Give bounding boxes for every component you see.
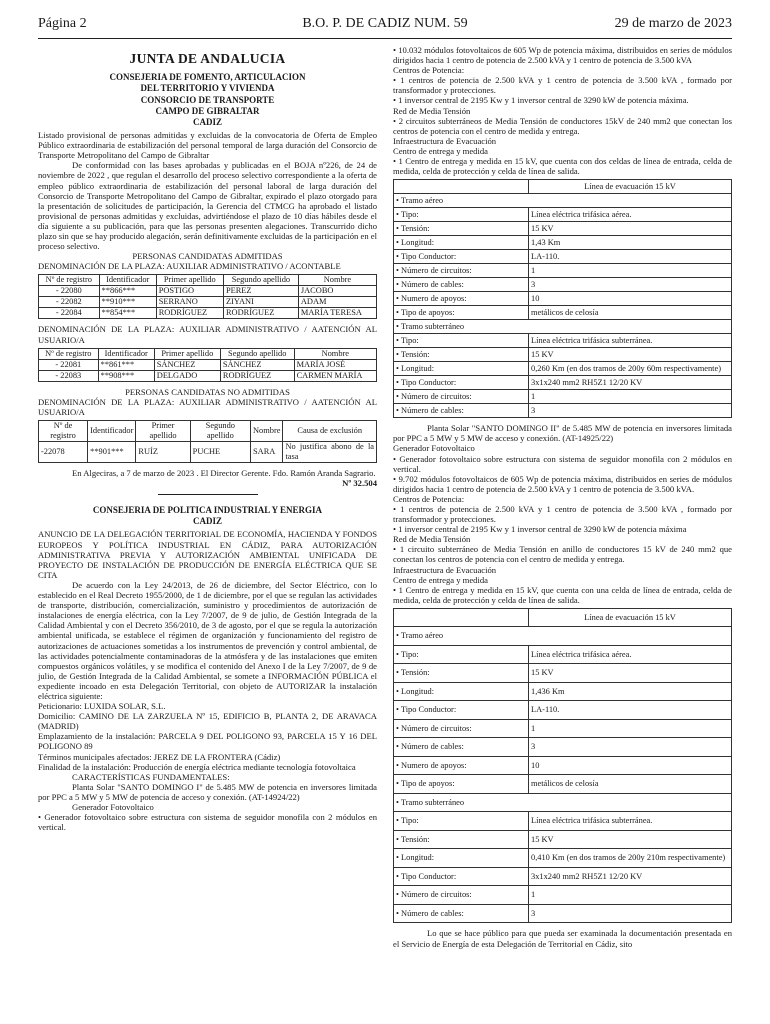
col-header: Primer apellido xyxy=(154,348,220,359)
cell: **854*** xyxy=(99,308,156,319)
table-row xyxy=(39,441,377,462)
col-header: Nº de registro xyxy=(39,420,88,441)
table-row xyxy=(394,719,732,738)
section-row: • Tramo aéreo xyxy=(394,194,732,208)
org-line: CONSEJERIA DE POLITICA INDUSTRIAL Y ENERGIA xyxy=(92,505,323,516)
section-row: • Tramo aéreo xyxy=(394,627,732,646)
cell-key: • Número de circuitos: xyxy=(394,719,529,738)
cell-key: • Numero de apoyos: xyxy=(394,292,529,306)
not-admitted-title: PERSONAS CANDIDATAS NO ADMITIDAS xyxy=(125,386,290,397)
reference-number: Nº 32.504 xyxy=(342,477,377,488)
cell: CARMEN MARÍA xyxy=(294,370,376,381)
cell-value: 10 xyxy=(529,756,732,775)
plant-description: Planta Solar "SANTO DOMINGO I" de 5.485 MW de potencia en inversores limitada por PPC a 5 MW y 5 MW de potencia de acceso y conexión. (AT-14924/22) xyxy=(38,781,377,802)
cell-key: • Tipo: xyxy=(394,208,529,222)
cell-key: • Longitud: xyxy=(394,682,529,701)
cell-key: • Numero de apoyos: xyxy=(394,756,529,775)
cell-key: • Tensión: xyxy=(394,222,529,236)
cell: RODRÍGUEZ xyxy=(156,308,223,319)
bullet-item: • 1 centros de potencia de 2.500 kVA y 1 centro de potencia de 3.500 kVA , formado por transformador y protecciones. xyxy=(393,503,732,525)
cell: SERRANO xyxy=(156,297,223,308)
cell: PEREZ xyxy=(223,286,298,297)
closing-paragraph: Lo que se hace público para que pueda ser examinada la documentación presentada en el Servicio de Energía de esta Delegación de Territorial en Cádiz, sito xyxy=(393,928,732,949)
applicant: Peticionario: LUXIDA SOLAR, S.L. xyxy=(38,701,166,712)
cell-value: 3 xyxy=(529,904,732,923)
cell-value: Línea eléctrica trifásica subterránea. xyxy=(529,812,732,831)
table-row xyxy=(394,250,732,264)
subheading: Centro de entrega y medida xyxy=(393,574,488,585)
cell-value: 1,436 Km xyxy=(529,682,732,701)
excluded-table xyxy=(38,420,377,463)
cell: RODRÍGUEZ xyxy=(223,308,298,319)
cell: No justifica abono de la tasa xyxy=(283,441,377,462)
cell: SÁNCHEZ xyxy=(154,359,220,370)
table-row xyxy=(394,849,732,868)
evacuation-line-table-1 xyxy=(393,179,732,418)
cell-key: • Tipo Conductor: xyxy=(394,250,529,264)
bullet-item: • 2 circuitos subterráneos de Media Tensión de conductores 15kV de 240 mm2 que conectan los centros de potencia con el centro de medida y entrega. xyxy=(393,115,732,136)
position-name: DENOMINACIÓN DE LA PLAZA: AUXILIAR ADMINISTRATIVO / AATENCIÓN AL USUARIO/A xyxy=(38,324,377,345)
section-title: JUNTA DE ANDALUCIA xyxy=(129,51,286,66)
cell-key: • Tipo: xyxy=(394,812,529,831)
table-row xyxy=(394,278,732,292)
admitted-table-attention xyxy=(38,348,377,382)
table-row xyxy=(394,682,732,701)
cell: SARA xyxy=(251,441,283,462)
address: Domicilio: CAMINO DE LA ZARZUELA Nº 15, EDIFICIO B, PLANTA 2, DE ARAVACA (MADRID) xyxy=(38,711,377,732)
col-header: Segundo apellido xyxy=(220,348,294,359)
admitted-title: PERSONAS CANDIDATAS ADMITIDAS xyxy=(132,251,283,262)
table-row xyxy=(394,664,732,683)
table-row xyxy=(394,390,732,404)
cell: **910*** xyxy=(99,297,156,308)
col-header: Identificador xyxy=(98,348,154,359)
municipality: Términos municipales afectados: JEREZ DE LA FRONTERA (Cádiz) xyxy=(38,751,281,762)
cell-key: • Tipo de apoyos: xyxy=(394,775,529,794)
section-row: • Tramo subterráneo xyxy=(394,793,732,812)
right-column xyxy=(393,45,732,949)
org-line: CAMPO DE GIBRALTAR xyxy=(155,105,260,116)
page-header xyxy=(38,10,732,39)
signature: En Algeciras, a 7 de marzo de 2023 . El Director Gerente. Fdo. Ramón Aranda Sagrario. xyxy=(72,467,376,478)
notice-summary: Listado provisional de personas admitidas y excluidas de la convocatoria de Oferta de Empleo Público extraordinaria de estabilización del personal temporal de larga duración del Consorcio de Transporte Metropolitano del Campo de Gibraltar xyxy=(38,130,377,161)
table-row xyxy=(394,208,732,222)
cell: - 22082 xyxy=(39,297,100,308)
cell-value: metálicos de celosía xyxy=(529,775,732,794)
col-header: Nº de registro xyxy=(39,348,99,359)
table-row xyxy=(394,886,732,905)
cell-key: • Tipo Conductor: xyxy=(394,376,529,390)
publication-date: 29 de marzo de 2023 xyxy=(614,16,732,31)
cell: - 22081 xyxy=(39,359,99,370)
cell: RUÍZ xyxy=(136,441,190,462)
cell-key: • Tipo: xyxy=(394,645,529,664)
subheading: Centros de Potencia: xyxy=(393,65,465,76)
cell-value: Línea eléctrica trifásica aérea. xyxy=(529,645,732,664)
position-name: DENOMINACIÓN DE LA PLAZA: AUXILIAR ADMINISTRATIVO / AATENCIÓN AL USUARIO/A xyxy=(38,396,377,417)
table-row xyxy=(394,756,732,775)
cell-value: metálicos de celosía xyxy=(529,306,732,320)
table-row xyxy=(394,404,732,418)
cell-key: • Número de cables: xyxy=(394,278,529,292)
cell-value: 3 xyxy=(529,738,732,757)
cell-key: • Tipo Conductor: xyxy=(394,867,529,886)
col-header: Nombre xyxy=(294,348,376,359)
table-row xyxy=(394,812,732,831)
cell-value: 3 xyxy=(529,278,732,292)
cell-key: • Número de cables: xyxy=(394,404,529,418)
table-title: Línea de evacuación 15 kV xyxy=(529,180,732,194)
page-number: Página 2 xyxy=(38,16,87,31)
cell-value: 1 xyxy=(529,886,732,905)
cell: MARÍA JOSÉ xyxy=(294,359,376,370)
col-header: Nombre xyxy=(251,420,283,441)
divider xyxy=(158,494,258,495)
plant-description: Planta Solar "SANTO DOMINGO II" de 5.485 MW de potencia en inversores limitada por PPC a 5 MW y 5 MW de acceso y conexión. (AT-14925/22) xyxy=(393,423,732,444)
cell-key: • Tensión: xyxy=(394,348,529,362)
table-header-row xyxy=(39,420,377,441)
section-row: • Tramo subterráneo xyxy=(394,320,732,334)
subheading: Red de Media Tensión xyxy=(393,105,471,116)
col-header: Identificador xyxy=(88,420,136,441)
cell: -22078 xyxy=(39,441,88,462)
cell-key: • Longitud: xyxy=(394,362,529,376)
org-line: CADIZ xyxy=(192,116,222,127)
bullet-item: • 9.702 módulos fotovoltaicos de 605 Wp de potencia máxima, distribuidos en series de módulos dirigidos hacia 1 centro de potencia de 2.500 kVA y 1 centro de potencia de 3.500 kVA. xyxy=(393,473,732,494)
cell: **861*** xyxy=(98,359,154,370)
subheading: Red de Media Tensión xyxy=(393,534,471,545)
announcement-body: De acuerdo con la Ley 24/2013, de 26 de diciembre, del Sector Eléctrico, con lo establecido en el Real Decreto 1955/2000, de 1 de diciembre, por el que se regulan las actividades de transporte, distribución, comercialización, suministro y procedimientos de autorización de instalaciones de energía eléctrica, con la Ley 7/2007, de 9 de julio, de Gestión Integrada de la Calidad Ambiental y con el Decreto 356/2010, de 3 de agosto, por el que se regula la autorización ambiental unificada, se establece el régimen de organización y funcionamiento del registro de autorizaciones de actuaciones sometidas a los instrumentos de prevención y control ambiental, de las actividades potencialmente contaminadoras de la atmósfera y de las instalaciones que emiten compuestos orgánicos volátiles, y se modifica el contenido del Anexo I de la Ley 7/2007, de 9 de julio, de Gestión Integrada de la Calidad Ambiental, se somete a INFORMACIÓN PÚBLICA el expediente incoado en esta Delegación Territorial, con objeto de AUTORIZAR la instalación eléctrica siguiente: xyxy=(38,579,377,701)
bullet-item: • 1 inversor central de 2195 Kw y 1 inversor central de 3290 kW de potencia máxima xyxy=(393,524,687,535)
cell: MARÍA TERESA xyxy=(298,308,376,319)
subheading: Generador Fotovoltaico xyxy=(393,443,475,454)
table-row xyxy=(394,701,732,720)
cell-key: • Tensión: xyxy=(394,830,529,849)
bullet-item: • 1 Centro de entrega y medida en 15 kV, que cuenta con dos celdas de línea de entrada, celda de medida, celda de protección y celda de línea de salida. xyxy=(393,156,732,177)
cell-key: • Número de circuitos: xyxy=(394,390,529,404)
table-row xyxy=(39,359,377,370)
cell: ADAM xyxy=(298,297,376,308)
evacuation-line-table-2 xyxy=(393,608,732,924)
table-row xyxy=(394,306,732,320)
cell-key: • Número de circuitos: xyxy=(394,264,529,278)
table-header-row xyxy=(39,348,377,359)
cell-value: 3x1x240 mm2 RH5Z1 12/20 KV xyxy=(529,376,732,390)
table-row xyxy=(394,645,732,664)
cell-key: • Número de circuitos: xyxy=(394,886,529,905)
table-row xyxy=(394,236,732,250)
org-line: DEL TERRITORIO Y VIVIENDA xyxy=(140,83,275,94)
admitted-table-accounting xyxy=(38,274,377,319)
cell-key: • Tipo de apoyos: xyxy=(394,306,529,320)
announcement-title: ANUNCIO DE LA DELEGACIÓN TERRITORIAL DE ECONOMÍA, HACIENDA Y FONDOS EUROPEOS Y POLÍTICA INDUSTRIAL EN CÁDIZ, PARA AUTORIZACIÓN ADMINISTRATIVA PREVIA Y AUTORIZACIÓN AMBIENTAL UNIFICADA DE PROYECTO DE INSTALACIÓN DE PRODUCCIÓN DE ENERGÍA ELÉCTRICA QUE SE CITA xyxy=(38,529,377,580)
bullet-item: • 1 centros de potencia de 2.500 kVA y 1 centro de potencia de 3.500 kVA , formado por transformador y protecciones. xyxy=(393,75,732,96)
cell-value: 0,410 Km (en dos tramos de 200y 210m respectivamente) xyxy=(529,849,732,868)
table-row xyxy=(39,308,377,319)
org-line: CONSEJERIA DE FOMENTO, ARTICULACION xyxy=(109,72,306,83)
col-header: Primer apellido xyxy=(136,420,190,441)
characteristics-title: CARACTERÍSTICAS FUNDAMENTALES: xyxy=(72,771,230,782)
cell-value: 3x1x240 mm2 RH5Z1 12/20 KV xyxy=(529,867,732,886)
cell-value: 0,260 Km (en dos tramos de 200y 60m respectivamente) xyxy=(529,362,732,376)
cell-key: • Tipo: xyxy=(394,334,529,348)
table-row xyxy=(39,370,377,381)
col-header: Primer apellido xyxy=(156,275,223,286)
table-row xyxy=(394,830,732,849)
table-title: Línea de evacuación 15 kV xyxy=(529,608,732,627)
table-row xyxy=(394,334,732,348)
position-name: DENOMINACIÓN DE LA PLAZA: AUXILIAR ADMINISTRATIVO / ACONTABLE xyxy=(38,261,341,272)
cell: SÁNCHEZ xyxy=(220,359,294,370)
cell-key: • Tensión: xyxy=(394,664,529,683)
notice-body: De conformidad con las bases aprobadas y publicadas en el BOJA nº226, de 24 de noviembre de 2022 , que regulan el desarrollo del proceso selectivo correspondiente a la oferta de empleo público extraordinaria de estabilización del personal laboral de larga duración del Consorcio de Transporte Metropolitano del Campo de Gibraltar, expirado el plazo otorgado para la presentación de solicitudes de participación, la Gerencia del CTMCG ha aprobado el listado provisional de personas admitidas y excluidas, advirtiéndose el plazo de 10 días hábiles desde el día siguiente a su publicación, para que las personas presenten alegaciones. Transcurrido dicho plazo sin que se hay producido alegación, serán definitivamente excluidas de la participación en el proceso selectivo. xyxy=(38,160,377,252)
table-row xyxy=(394,867,732,886)
subheading: Generador Fotovoltaico xyxy=(72,802,154,813)
organization-block xyxy=(38,505,377,527)
cell: ZIYANI xyxy=(223,297,298,308)
cell: **908*** xyxy=(98,370,154,381)
table-row xyxy=(39,297,377,308)
cell: DELGADO xyxy=(154,370,220,381)
location: Emplazamiento de la instalación: PARCELA 9 DEL POLIGONO 93, PARCELA 15 Y 16 DEL POLIGONO 89 xyxy=(38,731,377,752)
cell: **901*** xyxy=(88,441,136,462)
cell-value: 15 KV xyxy=(529,830,732,849)
cell-key: • Número de cables: xyxy=(394,738,529,757)
bulletin-issue: B.O. P. DE CADIZ NUM. 59 xyxy=(302,16,468,31)
cell: - 22080 xyxy=(39,286,100,297)
col-header: Nombre xyxy=(298,275,376,286)
cell-value: 1 xyxy=(529,719,732,738)
bullet-item: • Generador fotovoltaico sobre estructura con sistema de seguidor monofila con 2 módulos en vertical. xyxy=(38,812,377,833)
left-column xyxy=(38,45,377,949)
cell-value: 1 xyxy=(529,390,732,404)
subheading: Infraestructura de Evacuación xyxy=(393,564,497,575)
table-row xyxy=(394,348,732,362)
cell: JACOBO xyxy=(298,286,376,297)
table-row xyxy=(394,222,732,236)
cell-value: 15 KV xyxy=(529,664,732,683)
cell-value: LA-110. xyxy=(529,701,732,720)
org-line: CONSORCIO DE TRANSPORTE xyxy=(140,94,275,105)
table-header-row xyxy=(39,275,377,286)
col-header: Segundo apellido xyxy=(190,420,250,441)
cell-value: Línea eléctrica trifásica subterránea. xyxy=(529,334,732,348)
bullet-item: • 1 circuito subterráneo de Media Tensión en anillo de conductores 15 kV de 240 mm2 que conectan los centros de potencia con el centro de medida y entrega. xyxy=(393,544,732,565)
bullet-item: • Generador fotovoltaico sobre estructura con sistema de seguidor monofila con 2 módulos en vertical. xyxy=(393,453,732,474)
subheading: Centros de Potencia: xyxy=(393,493,465,504)
cell-key: • Tipo Conductor: xyxy=(394,701,529,720)
col-header: Identificador xyxy=(99,275,156,286)
col-header: Causa de exclusión xyxy=(283,420,377,441)
col-header: Nº de registro xyxy=(39,275,100,286)
table-row xyxy=(39,286,377,297)
subheading: Infraestructura de Evacuación xyxy=(393,135,497,146)
table-row xyxy=(394,264,732,278)
table-row xyxy=(394,738,732,757)
organization-block xyxy=(38,72,377,128)
cell: - 22084 xyxy=(39,308,100,319)
cell: RODRÍGUEZ xyxy=(220,370,294,381)
cell: POSTIGO xyxy=(156,286,223,297)
subheading: Centro de entrega y medida xyxy=(393,145,488,156)
cell-value: LA-110. xyxy=(529,250,732,264)
bullet-item: • 10.032 módulos fotovoltaicos de 605 Wp de potencia máxima, distribuidos en series de módulos dirigidos hacia 1 centro de potencia de 2.500 kVA y 1 centro de potencia de 3.500 kVA xyxy=(393,45,732,66)
cell: **866*** xyxy=(99,286,156,297)
table-row xyxy=(394,904,732,923)
cell-value: 1 xyxy=(529,264,732,278)
org-line: CADIZ xyxy=(192,516,222,527)
table-row xyxy=(394,376,732,390)
cell-value: 1,43 Km xyxy=(529,236,732,250)
cell-key: • Número de cables: xyxy=(394,904,529,923)
cell-value: 3 xyxy=(529,404,732,418)
cell-value: 15 KV xyxy=(529,348,732,362)
cell: PUCHE xyxy=(190,441,250,462)
purpose: Finalidad de la instalación: Producción de energía eléctrica mediante tecnología fotovoltaica xyxy=(38,761,356,772)
table-row xyxy=(394,775,732,794)
bullet-item: • 1 inversor central de 2195 Kw y 1 inversor central de 3290 kW de potencia máxima. xyxy=(393,95,689,106)
table-row xyxy=(394,292,732,306)
bullet-item: • 1 Centro de entrega y medida en 15 kV, que cuenta con una celda de línea de entrada, celda de medida, celda de protección y celda de línea de salida. xyxy=(393,584,732,605)
cell-key: • Longitud: xyxy=(394,236,529,250)
table-row xyxy=(394,362,732,376)
cell-value: 15 KV xyxy=(529,222,732,236)
cell-value: 10 xyxy=(529,292,732,306)
cell: - 22083 xyxy=(39,370,99,381)
cell-key: • Longitud: xyxy=(394,849,529,868)
col-header: Segundo apellido xyxy=(223,275,298,286)
cell-value: Línea eléctrica trifásica aérea. xyxy=(529,208,732,222)
